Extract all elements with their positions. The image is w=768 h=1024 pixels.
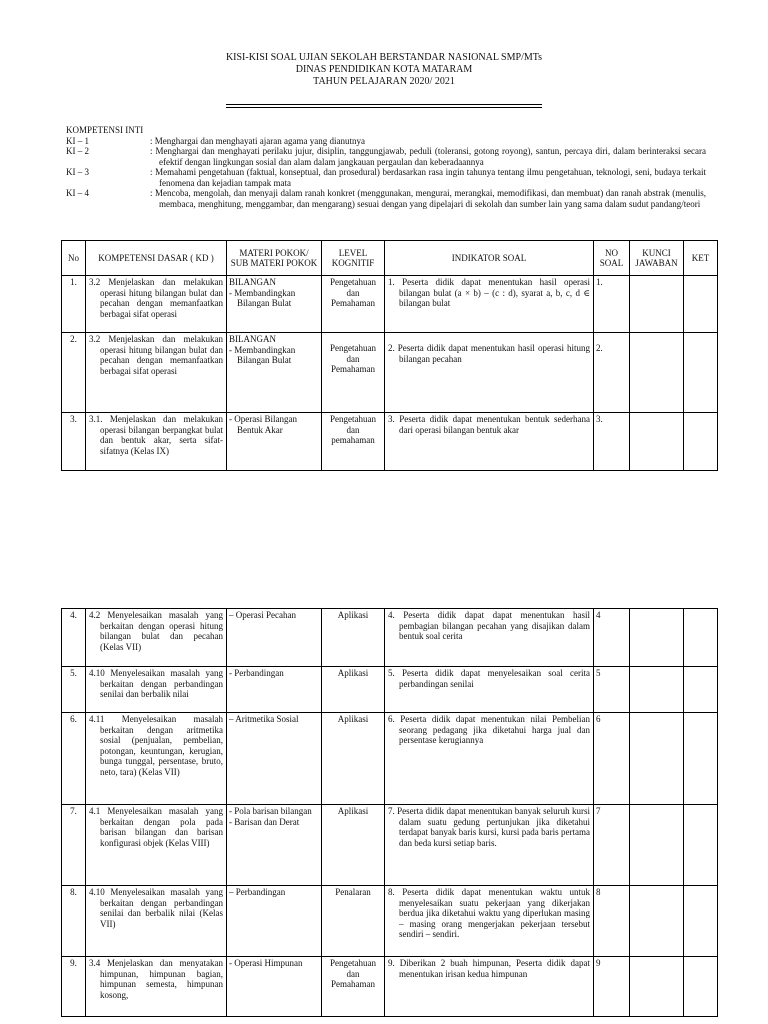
header-title: KISI-KISI SOAL UJIAN SEKOLAH BERSTANDAR NASIONAL SMP/MTs	[225, 52, 543, 63]
cell-no-soal: 3.	[594, 413, 630, 471]
ki-code: KI – 3	[66, 167, 89, 177]
cell-level: Aplikasi	[322, 805, 385, 886]
cell-no-soal: 9	[594, 957, 630, 1017]
cell-no: 7.	[62, 805, 86, 886]
cell-ket	[684, 713, 718, 805]
cell-kd: 4.10 Menyelesaikan masalah yang berkaitan dengan perbandingan senilai dan berbalik nilai	[86, 667, 227, 713]
cell-kunci	[630, 413, 684, 471]
cell-no-soal: 2.	[594, 333, 630, 413]
header-indikator: INDIKATOR SOAL	[385, 241, 594, 276]
cell-no: 8.	[62, 886, 86, 957]
materi-item: - Pola barisan bilangan	[229, 806, 312, 816]
table-row	[62, 957, 718, 1017]
cell-ket	[684, 886, 718, 957]
ki-code: KI – 1	[66, 135, 89, 146]
header-level: LEVEL KOGNITIF	[322, 241, 385, 276]
table-row	[62, 713, 718, 805]
cell-level: Pengetahuan dan Pemahaman	[322, 333, 385, 413]
cell-materi: - Operasi Bilangan Bentuk Akar	[227, 413, 322, 471]
ki-title: KOMPETENSI INTI	[66, 125, 144, 135]
table-row	[62, 805, 718, 886]
cell-indikator: 2. Peserta didik dapat menentukan hasil operasi hitung bilangan pecahan	[385, 333, 594, 413]
cell-no-soal: 1.	[594, 276, 630, 333]
cell-no-soal: 6	[594, 713, 630, 805]
ki-item	[66, 146, 706, 167]
cell-no-soal: 4	[594, 609, 630, 667]
cell-materi	[227, 805, 322, 886]
cell-materi: – Aritmetika Sosial	[227, 713, 322, 805]
materi-item: - Barisan dan Derat	[229, 816, 300, 827]
cell-kd: 3.4 Menjelaskan dan menyatakan himpunan, himpunan bagian, himpunan semesta, himpunan kosong,	[86, 957, 227, 1017]
header-rule-thick	[226, 107, 542, 108]
header-agency: DINAS PENDIDIKAN KOTA MATARAM	[295, 64, 473, 75]
cell-kunci	[630, 713, 684, 805]
cell-level: Pengetahuan dan Pemahaman	[322, 276, 385, 333]
cell-materi	[227, 276, 322, 333]
header-ket: KET	[684, 241, 718, 276]
cell-level: Aplikasi	[322, 609, 385, 667]
cell-level: Aplikasi	[322, 713, 385, 805]
table-row	[62, 413, 718, 471]
cell-ket	[684, 413, 718, 471]
cell-kd: 3.1. Menjelaskan dan melakukan operasi bilangan berpangkat bulat dan bentuk akar, serta sifat-sifatnya (Kelas IX)	[86, 413, 227, 471]
cell-no-soal: 5	[594, 667, 630, 713]
cell-indikator: 8. Peserta didik dapat menentukan waktu untuk menyelesaikan suatu pekerjaan yang dikerjakan berdua jika diketahui waktu yang diperlukan masing – masing orang mengerjakan pekerjaan tersebut sendiri – sendiri.	[385, 886, 594, 957]
cell-kd: 3.2 Menjelaskan dan melakukan operasi hitung bilangan bulat dan pecahan dengan memanfaatkan berbagai sifat operasi	[86, 276, 227, 333]
cell-indikator: 1. Peserta didik dapat menentukan hasil operasi bilangan bulat (a × b) – (c : d), syarat a, b, c, d ∈ bilangan bulat	[385, 276, 594, 333]
header-kd: KOMPETENSI DASAR ( KD )	[86, 241, 227, 276]
cell-materi: – Perbandingan	[227, 886, 322, 957]
cell-kd: 3.2 Menjelaskan dan melakukan operasi hitung bilangan bulat dan pecahan dengan memanfaatkan berbagai sifat operasi	[86, 333, 227, 413]
header-no-soal: NO SOAL	[594, 241, 630, 276]
table-row	[62, 333, 718, 413]
table-header-row	[62, 241, 718, 276]
cell-ket	[684, 805, 718, 886]
cell-no: 1.	[62, 276, 86, 333]
cell-no: 4.	[62, 609, 86, 667]
cell-no: 5.	[62, 667, 86, 713]
header-rule	[226, 104, 542, 105]
cell-kunci	[630, 886, 684, 957]
cell-indikator: 9. Diberikan 2 buah himpunan, Peserta didik dapat menentukan irisan kedua himpunan	[385, 957, 594, 1017]
cell-level: Penalaran	[322, 886, 385, 957]
cell-level: Aplikasi	[322, 667, 385, 713]
cell-kunci	[630, 276, 684, 333]
cell-level: Pengetahuan dan Pemahaman	[322, 957, 385, 1017]
kompetensi-inti	[66, 125, 706, 209]
table-row	[62, 609, 718, 667]
cell-indikator: 7. Peserta didik dapat menentukan banyak seluruh kursi dalam suatu gedung pertunjukan jika diketahui terdapat banyak baris kursi, kursi pada baris pertama dan beda kursi setiap baris.	[385, 805, 594, 886]
ki-code: KI – 2	[66, 146, 89, 156]
cell-kunci	[630, 805, 684, 886]
table-row	[62, 886, 718, 957]
header-materi: MATERI POKOK/ SUB MATERI POKOK	[227, 241, 322, 276]
cell-ket	[684, 957, 718, 1017]
cell-ket	[684, 609, 718, 667]
cell-ket	[684, 667, 718, 713]
cell-kd: 4.11 Menyelesaikan masalah berkaitan dengan aritmetika sosial (penjualan, pembelian, potongan, keuntungan, kerugian, bunga tunggal, persentase, bruto, neto, tara) (Kelas VII)	[86, 713, 227, 805]
header-year: TAHUN PELAJARAN 2020/ 2021	[313, 76, 455, 87]
cell-indikator: 3. Peserta didik dapat menentukan bentuk sederhana dari operasi bilangan bentuk akar	[385, 413, 594, 471]
kisi-kisi-table-page2	[61, 608, 718, 1017]
cell-materi	[227, 333, 322, 413]
cell-no: 3.	[62, 413, 86, 471]
cell-no-soal: 8	[594, 886, 630, 957]
header-kunci: KUNCI JAWABAN	[630, 241, 684, 276]
materi-heading: BILANGAN	[229, 334, 276, 344]
cell-kunci	[630, 609, 684, 667]
materi-item: - Membandingkan Bilangan Bulat	[229, 344, 296, 365]
table-row	[62, 276, 718, 333]
cell-indikator: 4. Peserta didik dapat dapat menentukan hasil pembagian bilangan pecahan yang disajikan dalam bentuk soal cerita	[385, 609, 594, 667]
cell-kd: 4.1 Menyelesaikan masalah yang berkaitan dengan pola pada barisan bilangan dan barisan konfigurasi objek (Kelas VIII)	[86, 805, 227, 886]
ki-code: KI – 4	[66, 188, 89, 198]
cell-kunci	[630, 957, 684, 1017]
cell-kd: 4.2 Menyelesaikan masalah yang berkaitan dengan operasi hitung bilangan bulat dan pecahan (Kelas VII)	[86, 609, 227, 667]
document-header	[0, 52, 768, 88]
ki-item	[66, 188, 706, 209]
cell-no-soal: 7	[594, 805, 630, 886]
cell-ket	[684, 276, 718, 333]
ki-text: : Menghargai dan menghayati ajaran agama yang dianutnya	[150, 135, 366, 146]
kisi-kisi-table-page1	[61, 240, 718, 471]
cell-indikator: 5. Peserta didik dapat menyelesaikan soal cerita perbandingan senilai	[385, 667, 594, 713]
cell-no: 2.	[62, 333, 86, 413]
ki-item	[66, 136, 706, 147]
cell-materi: – Operasi Pecahan	[227, 609, 322, 667]
cell-indikator: 6. Peserta didik dapat menentukan nilai Pembelian seorang pedagang jika diketahui harga jual dan persentase kerugiannya	[385, 713, 594, 805]
ki-item	[66, 167, 706, 188]
materi-heading: BILANGAN	[229, 277, 276, 287]
cell-kunci	[630, 333, 684, 413]
ki-text: : Memahami pengetahuan (faktual, konseptual, dan prosedural) berdasarkan rasa ingin tahunya tentang ilmu pengetahuan, teknologi, seni, budaya terkait fenomena dan kejadian tampak mata	[150, 167, 706, 188]
cell-no: 9.	[62, 957, 86, 1017]
cell-materi: - Perbandingan	[227, 667, 322, 713]
cell-kunci	[630, 667, 684, 713]
header-no: No	[62, 241, 86, 276]
cell-level: Pengetahuan dan pemahaman	[322, 413, 385, 471]
cell-no: 6.	[62, 713, 86, 805]
cell-kd: 4.10 Menyelesaikan masalah yang berkaitan dengan perbandingan senilai dan berbalik nilai (Kelas VII)	[86, 886, 227, 957]
cell-materi: - Operasi Himpunan	[227, 957, 322, 1017]
ki-text: : Mencoba, mengolah, dan menyaji dalam ranah konkret (menggunakan, mengurai, merangkai, memodifikasi, dan membuat) dan ranah abstrak (menulis, membaca, menghitung, menggambar, dan mengarang) sesuai dengan yang dipelajari di sekolah dan sumber lain yang sama dalam sudut pandang/teori	[150, 188, 706, 209]
table-row	[62, 667, 718, 713]
cell-ket	[684, 333, 718, 413]
materi-item: - Membandingkan Bilangan Bulat	[229, 287, 296, 308]
ki-text: : Menghargai dan menghayati perilaku jujur, disiplin, tanggungjawab, peduli (toleransi, gotong royong), santun, percaya diri, dalam berinteraksi secara efektif dengan lingkungan sosial dan alam dalam jangkauan pergaulan dan keberadaannya	[150, 146, 706, 167]
